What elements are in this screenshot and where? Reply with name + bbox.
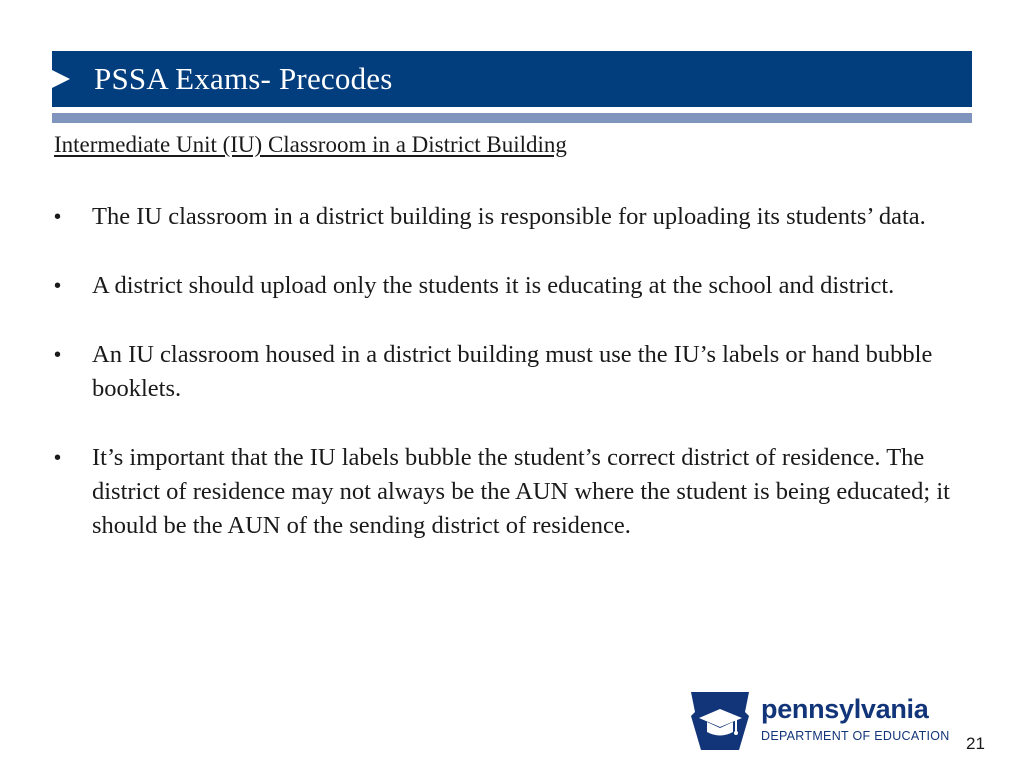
bullet-item [54,269,964,303]
bullet-item [54,441,964,543]
bullet-text: An IU classroom housed in a district building must use the IU’s labels or hand bubble booklets. [92,341,933,402]
page-number: 21 [966,734,985,753]
title-bar [52,51,972,107]
keystone-graduation-cap-icon [687,688,753,752]
pa-department-of-education-logo [687,688,957,752]
bullet-icon: • [54,344,62,366]
bullet-text: It’s important that the IU labels bubble the student’s correct district of residence. The district of residence may not always be the AUN where the student is being educated; it should be the AUN of the sending district of residence. [92,444,950,539]
bullet-item [54,338,964,406]
title-underline-bar [52,113,972,123]
bullet-text: A district should upload only the students it is educating at the school and district. [92,272,895,299]
slide-title: PSSA Exams- Precodes [94,61,393,96]
logo-subtitle: DEPARTMENT OF EDUCATION [761,729,950,743]
bullet-icon: • [54,447,62,469]
bullet-text: The IU classroom in a district building is responsible for uploading its students’ data. [92,203,926,230]
logo-wordmark: pennsylvania [761,694,929,724]
arrow-right-icon [52,70,70,88]
bullet-list [54,200,964,578]
section-heading: Intermediate Unit (IU) Classroom in a District Building [54,132,567,157]
bullet-item [54,200,964,234]
bullet-icon: • [54,275,62,297]
bullet-icon: • [54,206,62,228]
